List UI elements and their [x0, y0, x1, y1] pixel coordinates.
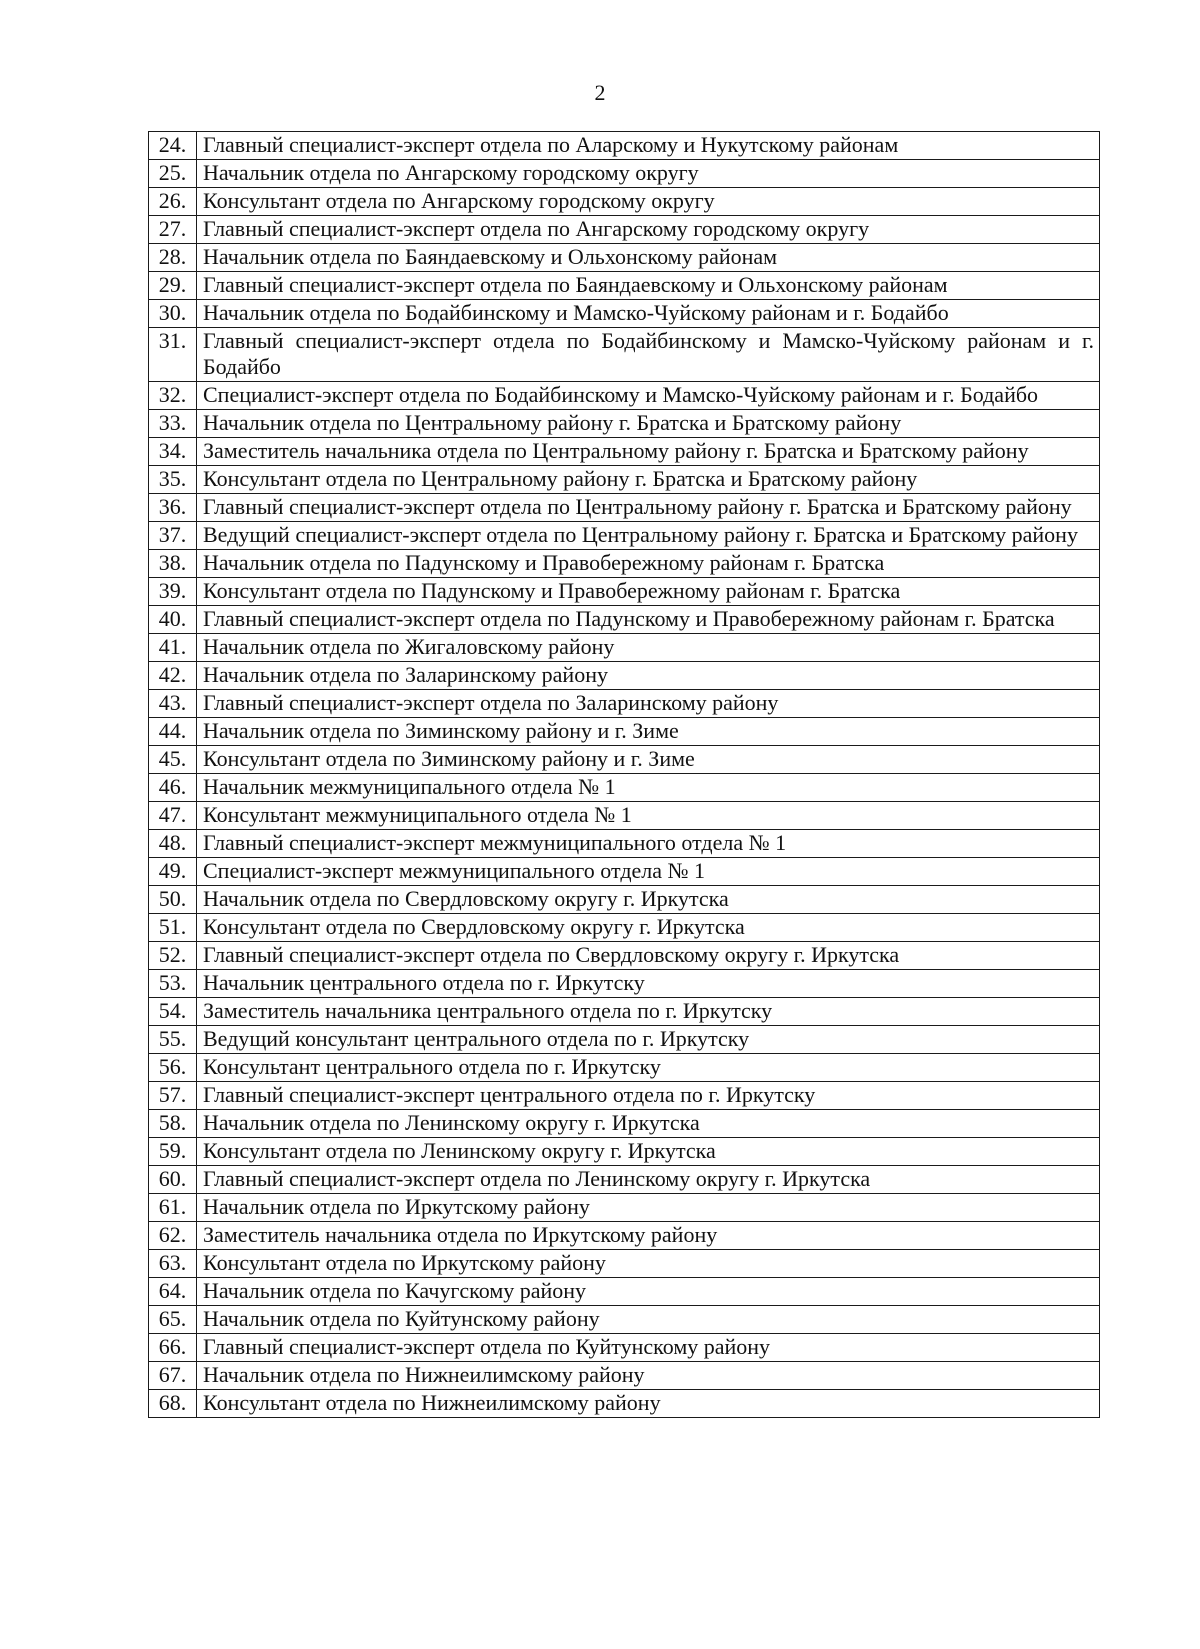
- position-title: Начальник отдела по Бодайбинскому и Мамско-Чуйскому районам и г. Бодайбо: [197, 300, 1100, 328]
- table-row: [149, 272, 1100, 300]
- row-number: 56.: [149, 1054, 197, 1082]
- row-number: 31.: [149, 328, 197, 382]
- row-number: 36.: [149, 494, 197, 522]
- position-title: Начальник отдела по Ленинскому округу г. Иркутска: [197, 1110, 1100, 1138]
- row-number: 60.: [149, 1166, 197, 1194]
- table-row: [149, 160, 1100, 188]
- position-title: Начальник отдела по Иркутскому району: [197, 1194, 1100, 1222]
- row-number: 67.: [149, 1362, 197, 1390]
- table-row: [149, 1026, 1100, 1054]
- position-title: Ведущий консультант центрального отдела по г. Иркутску: [197, 1026, 1100, 1054]
- row-number: 49.: [149, 858, 197, 886]
- table-row: [149, 634, 1100, 662]
- position-title: Начальник отдела по Нижнеилимскому району: [197, 1362, 1100, 1390]
- table-row: [149, 690, 1100, 718]
- table-row: [149, 494, 1100, 522]
- row-number: 26.: [149, 188, 197, 216]
- position-title: Консультант межмуниципального отдела № 1: [197, 802, 1100, 830]
- position-title: Главный специалист-эксперт отдела по Аларскому и Нукутскому районам: [197, 132, 1100, 160]
- position-title: Консультант отдела по Ангарскому городскому округу: [197, 188, 1100, 216]
- table-row: [149, 550, 1100, 578]
- row-number: 61.: [149, 1194, 197, 1222]
- table-row: [149, 382, 1100, 410]
- position-title: Главный специалист-эксперт отдела по Ангарскому городскому округу: [197, 216, 1100, 244]
- position-title: Консультант отдела по Нижнеилимскому району: [197, 1390, 1100, 1418]
- position-title: Консультант отдела по Ленинскому округу г. Иркутска: [197, 1138, 1100, 1166]
- table-row: [149, 132, 1100, 160]
- table-row: [149, 522, 1100, 550]
- table-row: [149, 858, 1100, 886]
- position-title: Начальник отдела по Жигаловскому району: [197, 634, 1100, 662]
- row-number: 57.: [149, 1082, 197, 1110]
- position-title: Начальник центрального отдела по г. Иркутску: [197, 970, 1100, 998]
- table-row: [149, 300, 1100, 328]
- row-number: 25.: [149, 160, 197, 188]
- position-title: Консультант отдела по Центральному району г. Братска и Братскому району: [197, 466, 1100, 494]
- position-title: Начальник отдела по Свердловскому округу г. Иркутска: [197, 886, 1100, 914]
- row-number: 41.: [149, 634, 197, 662]
- row-number: 34.: [149, 438, 197, 466]
- position-title: Заместитель начальника отдела по Иркутскому району: [197, 1222, 1100, 1250]
- table-row: [149, 1110, 1100, 1138]
- positions-table-body: [149, 132, 1100, 1418]
- row-number: 45.: [149, 746, 197, 774]
- table-row: [149, 1082, 1100, 1110]
- row-number: 65.: [149, 1306, 197, 1334]
- row-number: 39.: [149, 578, 197, 606]
- row-number: 51.: [149, 914, 197, 942]
- table-row: [149, 1278, 1100, 1306]
- table-row: [149, 1138, 1100, 1166]
- position-title: Начальник отдела по Заларинскому району: [197, 662, 1100, 690]
- row-number: 35.: [149, 466, 197, 494]
- position-title: Специалист-эксперт отдела по Бодайбинскому и Мамско-Чуйскому районам и г. Бодайбо: [197, 382, 1100, 410]
- row-number: 52.: [149, 942, 197, 970]
- position-title: Главный специалист-эксперт отдела по Падунскому и Правобережному районам г. Братска: [197, 606, 1100, 634]
- row-number: 33.: [149, 410, 197, 438]
- table-row: [149, 216, 1100, 244]
- row-number: 42.: [149, 662, 197, 690]
- table-row: [149, 244, 1100, 272]
- row-number: 43.: [149, 690, 197, 718]
- row-number: 68.: [149, 1390, 197, 1418]
- position-title: Начальник отдела по Баяндаевскому и Ольхонскому районам: [197, 244, 1100, 272]
- position-title: Главный специалист-эксперт отдела по Баяндаевскому и Ольхонскому районам: [197, 272, 1100, 300]
- position-title: Заместитель начальника центрального отдела по г. Иркутску: [197, 998, 1100, 1026]
- table-row: [149, 1250, 1100, 1278]
- table-row: [149, 1054, 1100, 1082]
- position-title: Начальник межмуниципального отдела № 1: [197, 774, 1100, 802]
- row-number: 28.: [149, 244, 197, 272]
- position-title: Главный специалист-эксперт отдела по Бодайбинскому и Мамско-Чуйскому районам и г. Бодайбо: [197, 328, 1100, 382]
- position-title: Консультант центрального отдела по г. Иркутску: [197, 1054, 1100, 1082]
- row-number: 48.: [149, 830, 197, 858]
- table-row: [149, 606, 1100, 634]
- page-number: 2: [594, 80, 606, 105]
- table-row: [149, 718, 1100, 746]
- table-row: [149, 802, 1100, 830]
- row-number: 44.: [149, 718, 197, 746]
- table-row: [149, 1390, 1100, 1418]
- row-number: 54.: [149, 998, 197, 1026]
- row-number: 66.: [149, 1334, 197, 1362]
- row-number: 38.: [149, 550, 197, 578]
- position-title: Начальник отдела по Зиминскому району и г. Зиме: [197, 718, 1100, 746]
- table-row: [149, 662, 1100, 690]
- position-title: Начальник отдела по Ангарскому городскому округу: [197, 160, 1100, 188]
- table-row: [149, 1166, 1100, 1194]
- table-row: [149, 998, 1100, 1026]
- position-title: Начальник отдела по Центральному району г. Братска и Братскому району: [197, 410, 1100, 438]
- position-title: Специалист-эксперт межмуниципального отдела № 1: [197, 858, 1100, 886]
- row-number: 40.: [149, 606, 197, 634]
- position-title: Главный специалист-эксперт отдела по Центральному району г. Братска и Братскому району: [197, 494, 1100, 522]
- table-row: [149, 970, 1100, 998]
- position-title: Начальник отдела по Куйтунскому району: [197, 1306, 1100, 1334]
- table-row: [149, 438, 1100, 466]
- row-number: 47.: [149, 802, 197, 830]
- position-title: Консультант отдела по Иркутскому району: [197, 1250, 1100, 1278]
- position-title: Консультант отдела по Свердловскому округу г. Иркутска: [197, 914, 1100, 942]
- position-title: Ведущий специалист-эксперт отдела по Центральному району г. Братска и Братскому району: [197, 522, 1100, 550]
- table-row: [149, 746, 1100, 774]
- table-row: [149, 188, 1100, 216]
- row-number: 64.: [149, 1278, 197, 1306]
- row-number: 53.: [149, 970, 197, 998]
- row-number: 63.: [149, 1250, 197, 1278]
- row-number: 24.: [149, 132, 197, 160]
- position-title: Начальник отдела по Падунскому и Правобережному районам г. Братска: [197, 550, 1100, 578]
- position-title: Консультант отдела по Зиминскому району и г. Зиме: [197, 746, 1100, 774]
- position-title: Консультант отдела по Падунскому и Правобережному районам г. Братска: [197, 578, 1100, 606]
- table-row: [149, 886, 1100, 914]
- row-number: 32.: [149, 382, 197, 410]
- row-number: 59.: [149, 1138, 197, 1166]
- position-title: Начальник отдела по Качугскому району: [197, 1278, 1100, 1306]
- table-row: [149, 328, 1100, 382]
- position-title: Заместитель начальника отдела по Центральному району г. Братска и Братскому району: [197, 438, 1100, 466]
- position-title: Главный специалист-эксперт отдела по Ленинскому округу г. Иркутска: [197, 1166, 1100, 1194]
- table-row: [149, 1334, 1100, 1362]
- position-title: Главный специалист-эксперт межмуниципального отдела № 1: [197, 830, 1100, 858]
- table-row: [149, 410, 1100, 438]
- row-number: 62.: [149, 1222, 197, 1250]
- position-title: Главный специалист-эксперт отдела по Куйтунскому району: [197, 1334, 1100, 1362]
- table-row: [149, 1222, 1100, 1250]
- table-row: [149, 942, 1100, 970]
- positions-table: [148, 131, 1100, 1418]
- table-row: [149, 774, 1100, 802]
- position-title: Главный специалист-эксперт центрального отдела по г. Иркутску: [197, 1082, 1100, 1110]
- row-number: 29.: [149, 272, 197, 300]
- row-number: 50.: [149, 886, 197, 914]
- table-row: [149, 466, 1100, 494]
- table-row: [149, 1306, 1100, 1334]
- row-number: 30.: [149, 300, 197, 328]
- row-number: 55.: [149, 1026, 197, 1054]
- row-number: 27.: [149, 216, 197, 244]
- position-title: Главный специалист-эксперт отдела по Заларинскому району: [197, 690, 1100, 718]
- position-title: Главный специалист-эксперт отдела по Свердловскому округу г. Иркутска: [197, 942, 1100, 970]
- table-row: [149, 914, 1100, 942]
- table-row: [149, 578, 1100, 606]
- row-number: 46.: [149, 774, 197, 802]
- table-row: [149, 1194, 1100, 1222]
- row-number: 37.: [149, 522, 197, 550]
- table-row: [149, 1362, 1100, 1390]
- table-row: [149, 830, 1100, 858]
- row-number: 58.: [149, 1110, 197, 1138]
